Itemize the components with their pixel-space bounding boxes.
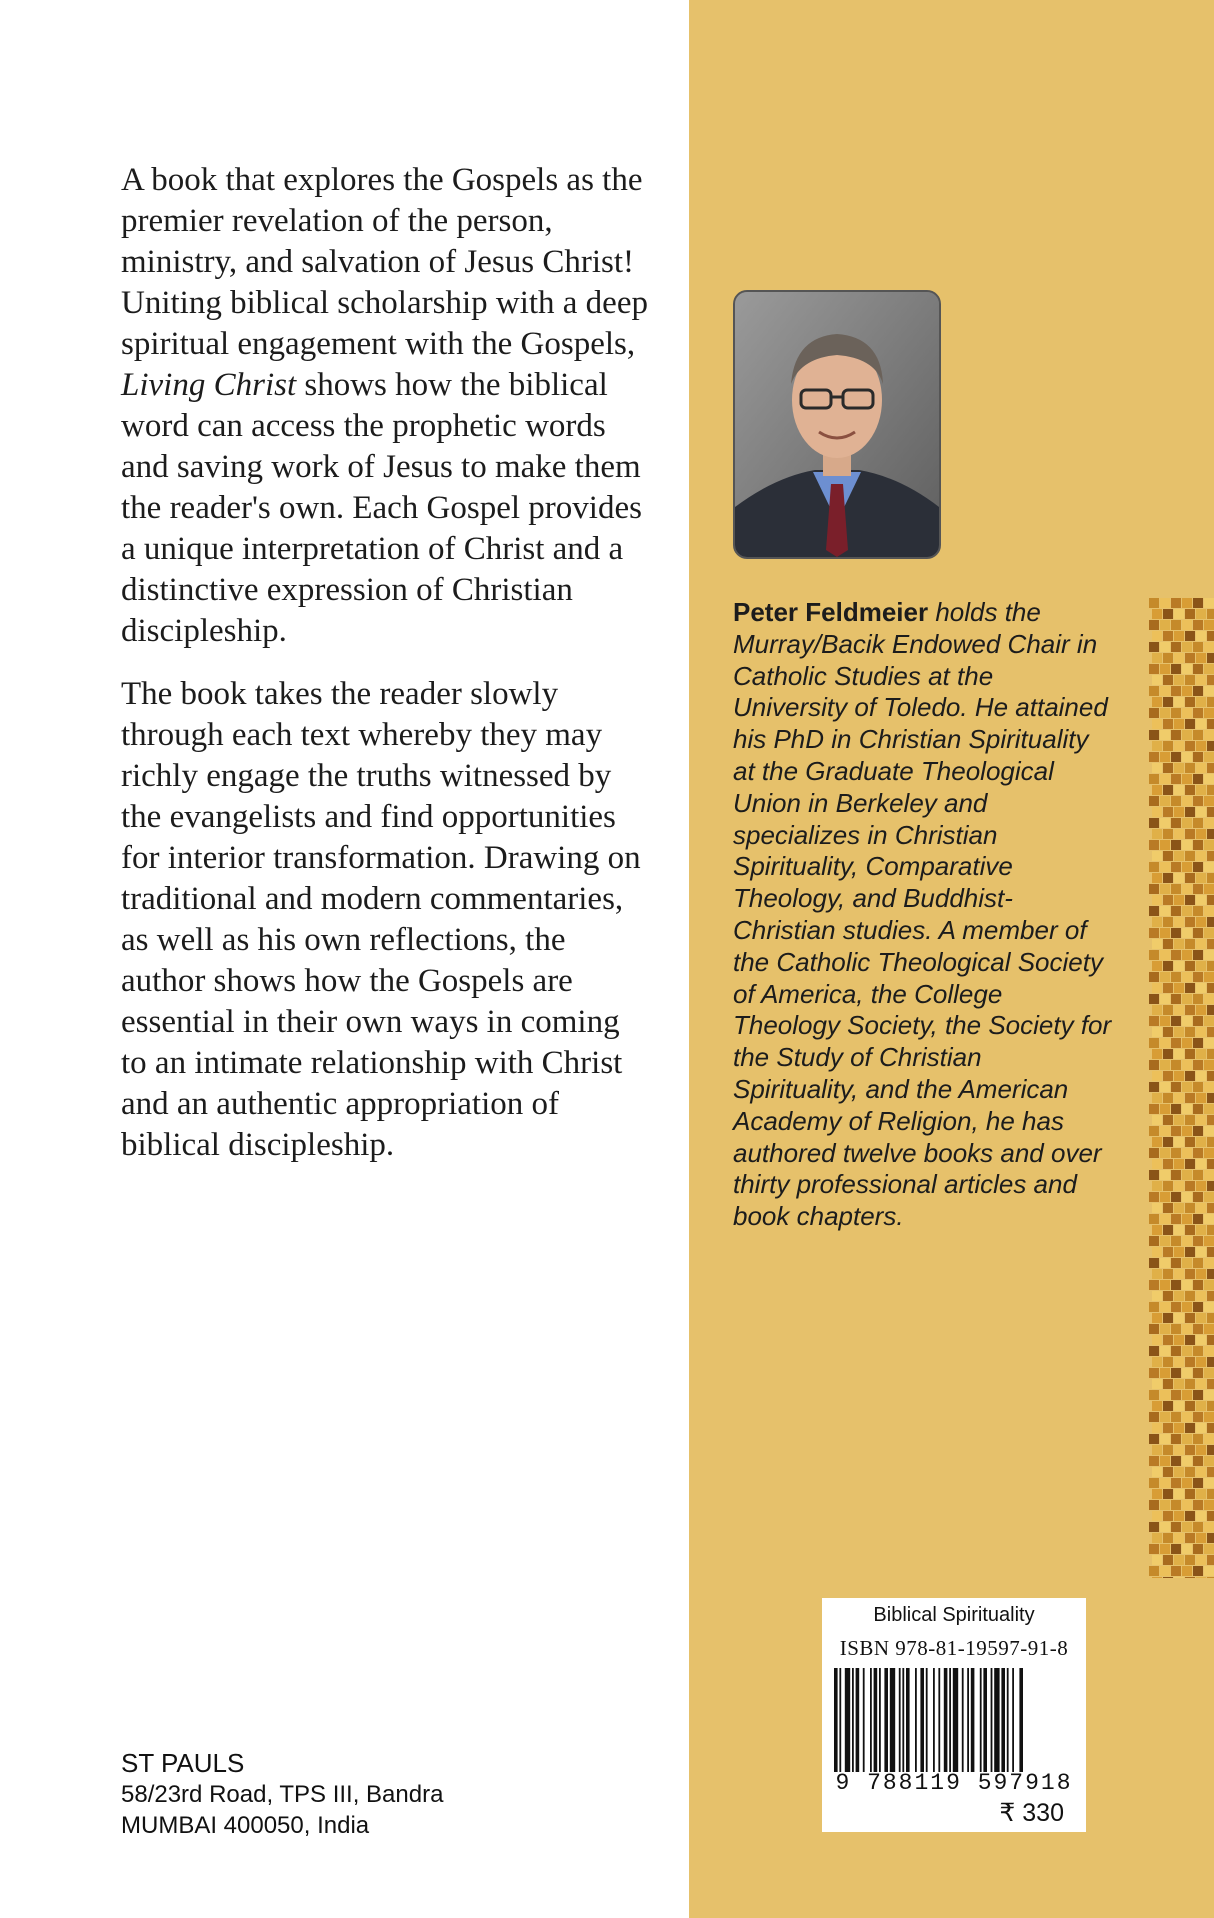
author-bio-text: holds the Murray/Bacik Endowed Chair in Catholic Studies at the University of Toledo. He attained his PhD in Christian Spirituality at the Graduate Theological Union in Berkeley and specializes in Christian Spirituality, Comparative Theology, and Buddhist-Christian studies. A member of the Catholic Theological Society of America, the College Theology Society, the Society for the Study of Christian Spirituality, and the American Academy of Religion, he has authored twelve books and over thirty professional articles and book chapters. bbox=[733, 597, 1112, 1232]
description-paragraph-1: A book that explores the Gospels as the premier revelation of the person, ministry, and salvation of Jesus Christ! Uniting biblical scholarship with a deep spiritual engagement with the Gospels, Living Christ shows how the biblical word can access the prophetic words and saving work of Jesus to make them the reader's own. Each Gospel provides a unique interpretation of Christ and a distinctive expression of Christian discipleship. bbox=[121, 162, 648, 649]
publisher-info bbox=[121, 1748, 443, 1841]
author-photo bbox=[733, 290, 941, 559]
publisher-address-line-1: 58/23rd Road, TPS III, Bandra bbox=[121, 1781, 444, 1808]
barcode-digits: 9 788119 597918 bbox=[835, 1770, 1073, 1796]
author-bio bbox=[733, 597, 1113, 1233]
book-title: Living Christ bbox=[121, 367, 297, 403]
barcode-category: Biblical Spirituality bbox=[873, 1604, 1035, 1626]
mosaic-image bbox=[1149, 598, 1214, 1578]
isbn-text: ISBN 978-81-19597-91-8 bbox=[839, 1636, 1069, 1660]
publisher-address-line-2: MUMBAI 400050, India bbox=[121, 1812, 370, 1839]
barcode-icon bbox=[832, 1668, 1076, 1772]
book-description bbox=[121, 160, 651, 1188]
author-name: Peter Feldmeier bbox=[733, 597, 929, 627]
price: ₹ 330 bbox=[999, 1799, 1064, 1827]
barcode-label bbox=[822, 1598, 1086, 1832]
description-paragraph-2: The book takes the reader slowly through each text whereby they may richly engage the truths witnessed by the evangelists and find opportunities for interior transformation. Drawing on traditional and modern commentaries, as well as his own reflections, the author shows how the Gospels are essential in their own ways in coming to an intimate relationship with Christ and an authentic appropriation of biblical discipleship. bbox=[121, 676, 641, 1163]
publisher-name: ST PAULS bbox=[121, 1748, 245, 1778]
